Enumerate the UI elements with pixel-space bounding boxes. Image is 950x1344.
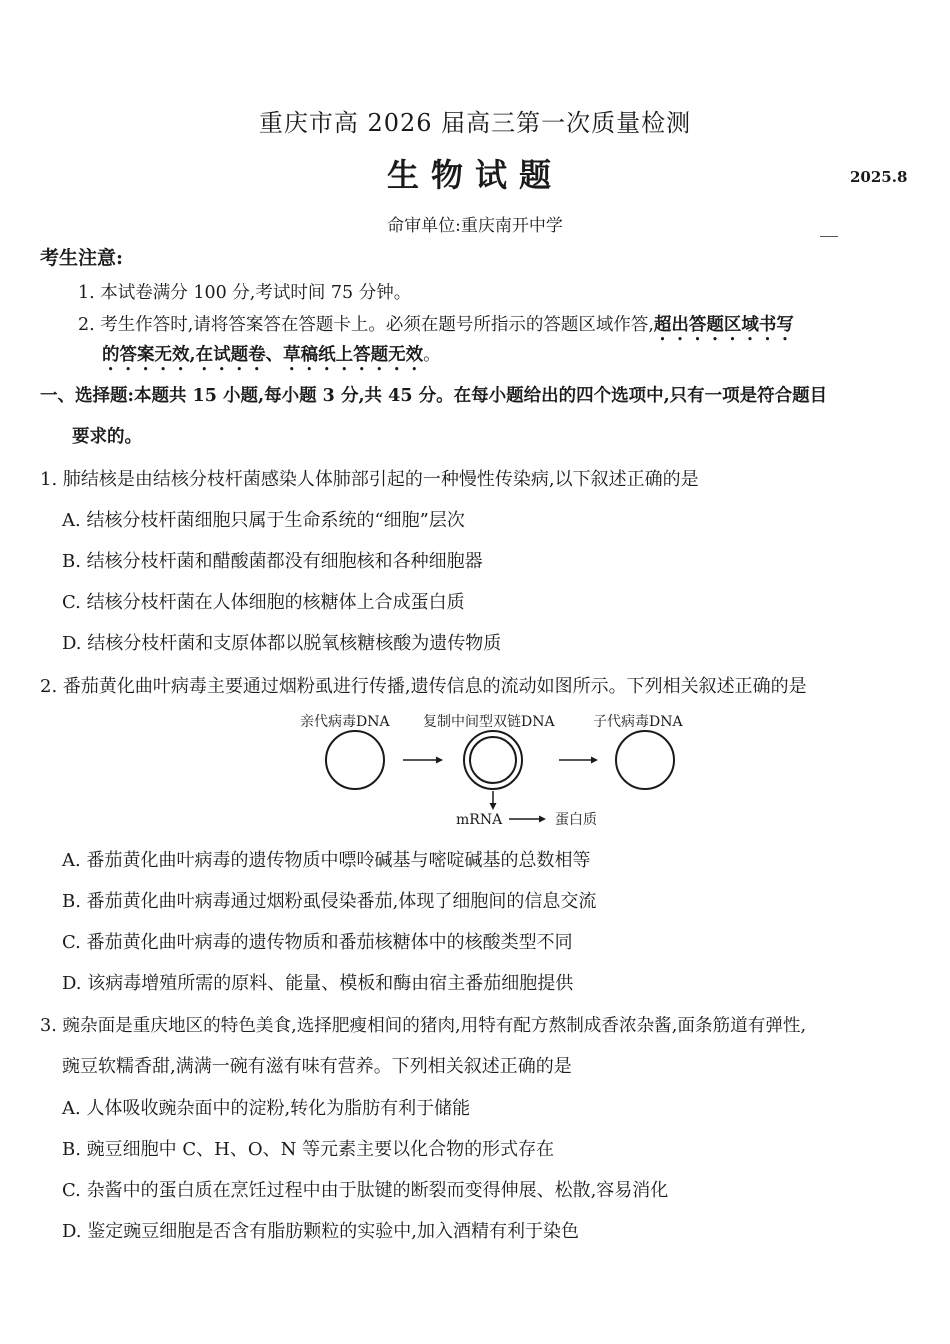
- section-heading-cont: 要求的。: [72, 427, 142, 447]
- question-3-option-a: A. 人体吸收豌杂面中的淀粉,转化为脂肪有利于储能: [62, 1098, 471, 1119]
- intermediate-dna-outer-circle: [464, 731, 522, 789]
- question-2-stem: 2. 番茄黄化曲叶病毒主要通过烟粉虱进行传播,遗传信息的流动如图所示。下列相关叙述正确的是: [40, 676, 807, 697]
- notice-item-2-emphasis: 超出答题区域书写: [653, 315, 794, 335]
- exam-date: 2025.8: [850, 168, 908, 186]
- section-heading: 一、选择题:本题共 15 小题,每小题 3 分,共 45 分。在每小题给出的四个选项中,只有一项是符合题目: [40, 386, 828, 406]
- notice-item-2: [78, 311, 794, 345]
- setter-unit: 命审单位:重庆南开中学: [387, 216, 563, 236]
- notice-item-2-end: 。: [423, 345, 441, 365]
- question-3-stem: 3. 豌杂面是重庆地区的特色美食,选择肥瘦相间的猪肉,用特有配方熬制成香浓杂酱,面条筋道有弹性,: [40, 1016, 807, 1036]
- question-1-option-d: D. 结核分枝杆菌和支原体都以脱氧核糖核酸为遗传物质: [62, 633, 502, 654]
- offspring-dna-circle: [616, 731, 674, 789]
- intermediate-dna-inner-circle: [470, 737, 516, 783]
- protein-label: 蛋白质: [555, 812, 597, 828]
- question-3-option-d: D. 鉴定豌豆细胞是否含有脂肪颗粒的实验中,加入酒精有利于染色: [62, 1221, 579, 1242]
- arrow-down-head: [490, 803, 497, 810]
- question-1-stem: 1. 肺结核是由结核分枝杆菌感染人体肺部引起的一种慢性传染病,以下叙述正确的是: [40, 469, 699, 490]
- question-2-option-c: C. 番茄黄化曲叶病毒的遗传物质和番茄核糖体中的核酸类型不同: [62, 932, 573, 953]
- exam-title: 重庆市高 2026 届高三第一次质量检测: [258, 109, 692, 137]
- arrow-translation-head: [539, 816, 546, 823]
- notice-heading: 考生注意:: [40, 247, 124, 269]
- notice-item-2-text: 2. 考生作答时,请将答案答在答题卡上。必须在题号所指示的答题区域作答,: [78, 315, 654, 335]
- question-3-option-b: B. 豌豆细胞中 C、H、O、N 等元素主要以化合物的形式存在: [62, 1139, 555, 1160]
- offspring-dna-label: 子代病毒DNA: [593, 714, 683, 730]
- question-1-option-b: B. 结核分枝杆菌和醋酸菌都没有细胞核和各种细胞器: [62, 551, 483, 572]
- divider-mark: [820, 236, 838, 237]
- question-3-option-c: C. 杂酱中的蛋白质在烹饪过程中由于肽键的断裂而变得伸展、松散,容易消化: [62, 1180, 669, 1201]
- virus-dna-flow-diagram: [295, 705, 715, 835]
- notice-item-2-cont: [102, 341, 441, 375]
- question-2-option-a: A. 番茄黄化曲叶病毒的遗传物质中嘌呤碱基与嘧啶碱基的总数相等: [62, 850, 591, 871]
- question-1-option-c: C. 结核分枝杆菌在人体细胞的核糖体上合成蛋白质: [62, 592, 465, 613]
- intermediate-dna-label: 复制中间型双链DNA: [423, 714, 555, 730]
- arrow-2-head: [591, 757, 598, 764]
- mrna-label: mRNA: [456, 812, 503, 828]
- question-3-stem-cont: 豌豆软糯香甜,满满一碗有滋有味有营养。下列相关叙述正确的是: [62, 1056, 572, 1077]
- notice-item-1: 1. 本试卷满分 100 分,考试时间 75 分钟。: [78, 283, 412, 303]
- parent-dna-label: 亲代病毒DNA: [300, 714, 390, 730]
- parent-dna-circle: [326, 731, 384, 789]
- question-1-option-a: A. 结核分枝杆菌细胞只属于生命系统的“细胞”层次: [62, 510, 465, 531]
- question-2-option-d: D. 该病毒增殖所需的原料、能量、模板和酶由宿主番茄细胞提供: [62, 973, 574, 994]
- notice-item-2-emphasis-cont: 的答案无效,在试题卷、草稿纸上答题无效: [102, 345, 424, 365]
- question-2-option-b: B. 番茄黄化曲叶病毒通过烟粉虱侵染番茄,体现了细胞间的信息交流: [62, 891, 597, 912]
- subject-title: 生物试题: [386, 156, 563, 194]
- arrow-1-head: [436, 757, 443, 764]
